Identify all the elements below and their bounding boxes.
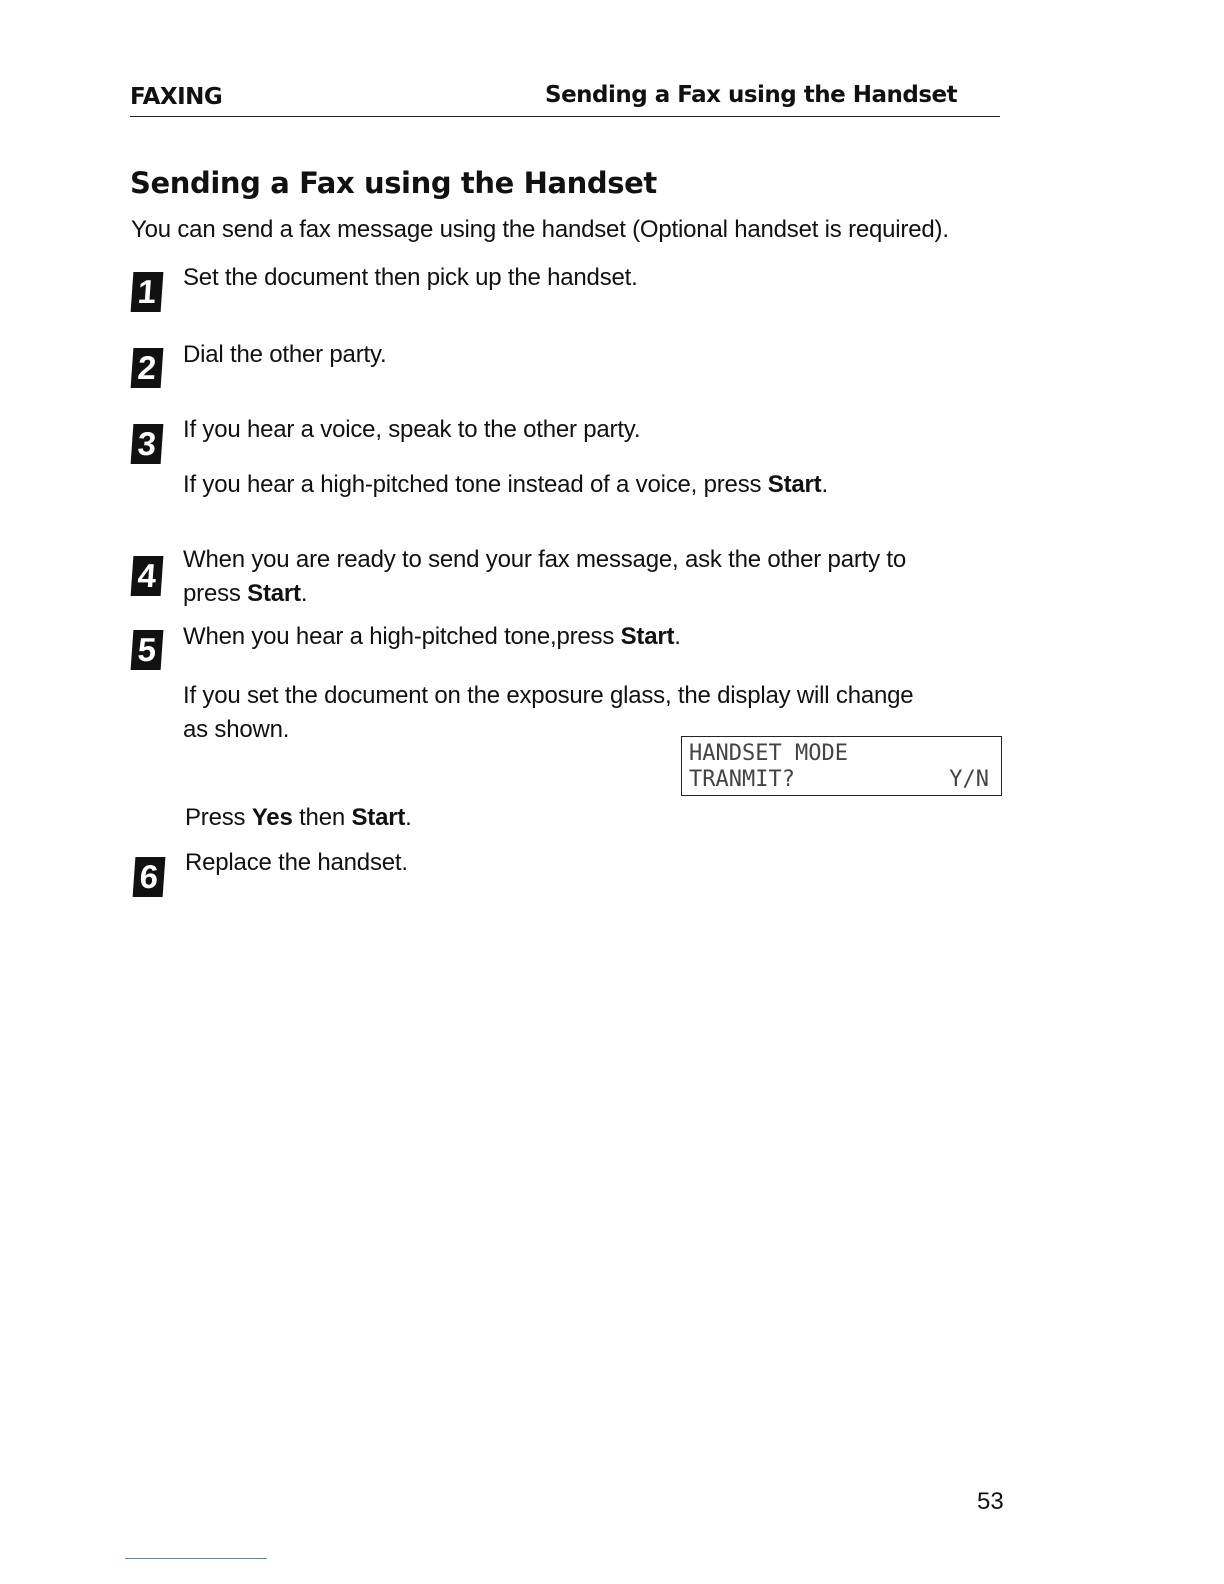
step-5-note-line1: If you set the document on the exposure glass, the display will change — [183, 682, 914, 709]
running-header — [130, 82, 1000, 117]
lcd-line-2: TRANMIT? — [689, 767, 795, 792]
section-label: FAXING — [130, 84, 223, 110]
step-number-6: 6 — [133, 857, 166, 897]
page-number: 53 — [977, 1488, 1004, 1515]
footer-rule — [125, 1558, 267, 1559]
step-3-text: If you hear a voice, speak to the other party. — [183, 416, 641, 443]
yes-key-label: Yes — [251, 804, 293, 831]
step-6-text: Replace the handset. — [185, 849, 408, 876]
step-4-line1: When you are ready to send your fax message, ask the other party to — [183, 546, 906, 573]
start-key-label: Start — [620, 623, 675, 650]
start-key-label: Start — [351, 804, 406, 831]
start-key-label: Start — [247, 580, 301, 607]
step-number-1: 1 — [131, 272, 164, 312]
step-1-text: Set the document then pick up the handset. — [183, 264, 638, 291]
step-3-note: If you hear a high-pitched tone instead of a voice, press Start. — [183, 471, 828, 498]
step-number-2: 2 — [131, 348, 164, 388]
step-5-text: When you hear a high-pitched tone,press Start. — [183, 623, 681, 650]
start-key-label: Start — [767, 471, 822, 498]
step-5-press-instruction: Press Yes then Start. — [185, 804, 412, 831]
step-number-3: 3 — [131, 424, 164, 464]
step-number-4: 4 — [131, 556, 164, 596]
lcd-display — [681, 736, 1002, 796]
lcd-prompt: Y/N — [949, 767, 989, 792]
lcd-line-1: HANDSET MODE — [689, 741, 848, 766]
step-4-line2: press Start. — [183, 580, 308, 607]
page-title: Sending a Fax using the Handset — [130, 166, 657, 200]
chapter-label: Sending a Fax using the Handset — [545, 82, 958, 108]
intro-paragraph: You can send a fax message using the handset (Optional handset is required). — [131, 216, 949, 243]
step-number-5: 5 — [131, 630, 164, 670]
step-5-note-line2: as shown. — [183, 716, 290, 743]
step-2-text: Dial the other party. — [183, 341, 387, 368]
